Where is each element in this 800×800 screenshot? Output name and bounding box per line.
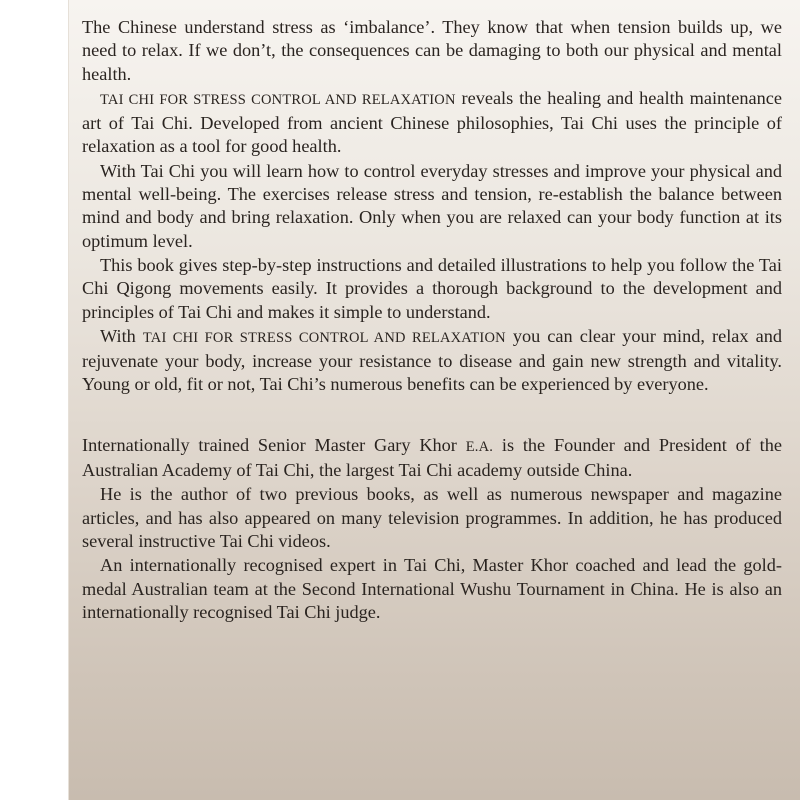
description-paragraph-1 [82,16,782,86]
book-title-inline: TAI CHI FOR STRESS CONTROL AND RELAXATION [100,91,456,108]
author-2-text: He is the author of two previous books, as well as numerous newspaper and magazine articles, and has also appeared on many television programmes. In addition, he has produced several instructive Tai Chi videos. [82,484,782,551]
author-bio [82,434,782,624]
description-3-text: With Tai Chi you will learn how to control everyday stresses and improve your physical and mental well-being. The exercises release stress and tension, re-establish the balance between mind and body and bring relaxation. Only when you are relaxed can your body function at its optimum level. [82,160,782,251]
book-description [82,16,782,397]
section-divider-space [82,397,782,434]
description-paragraph-3 [82,160,782,253]
description-paragraph-4 [82,254,782,324]
description-paragraph-2 [82,87,782,159]
description-4-text: This book gives step-by-step instructions and detailed illustrations to help you follow the Tai Chi Qigong movements easily. It provides a thorough background to the development and principles of Tai Chi and makes it simple to understand. [82,254,782,322]
description-1-text: The Chinese understand stress as ‘imbalance’. They know that when tension builds up, we need to relax. If we don’t, the consequences can be damaging to both our physical and mental health. [82,17,782,84]
author-1-text-a: Internationally trained Senior Master Gary Khor [82,434,466,455]
author-paragraph-3 [82,554,782,624]
author-paragraph-2 [82,483,782,553]
description-5-text-b: you can clear your mind, relax and rejuvenate your body, increase your resistance to disease and gain new strength and vitality. Young or old, fit or not, Tai Chi’s numerous benefits can be experienced by everyone. [82,325,782,395]
description-paragraph-5 [82,325,782,397]
author-1-text-b: is the Founder and President of the Australian Academy of Tai Chi, the largest Tai Chi academy outside China. [82,434,783,481]
book-title-inline: TAI CHI FOR STRESS CONTROL AND RELAXATION [142,329,506,346]
author-honorific: E.A. [465,438,494,455]
back-cover-text [82,16,782,624]
description-5-text-a: With [100,325,143,346]
description-2-text: reveals the healing and health maintenance art of Tai Chi. Developed from ancient Chinese philosophies, Tai Chi uses the principle of relaxation as a tool for good health. [82,87,782,157]
author-paragraph-1 [82,434,782,483]
author-3-text: An internationally recognised expert in Tai Chi, Master Khor coached and lead the gold-medal Australian team at the Second International Wushu Tournament in China. He is also an internationally recognised Tai Chi judge. [82,555,782,622]
